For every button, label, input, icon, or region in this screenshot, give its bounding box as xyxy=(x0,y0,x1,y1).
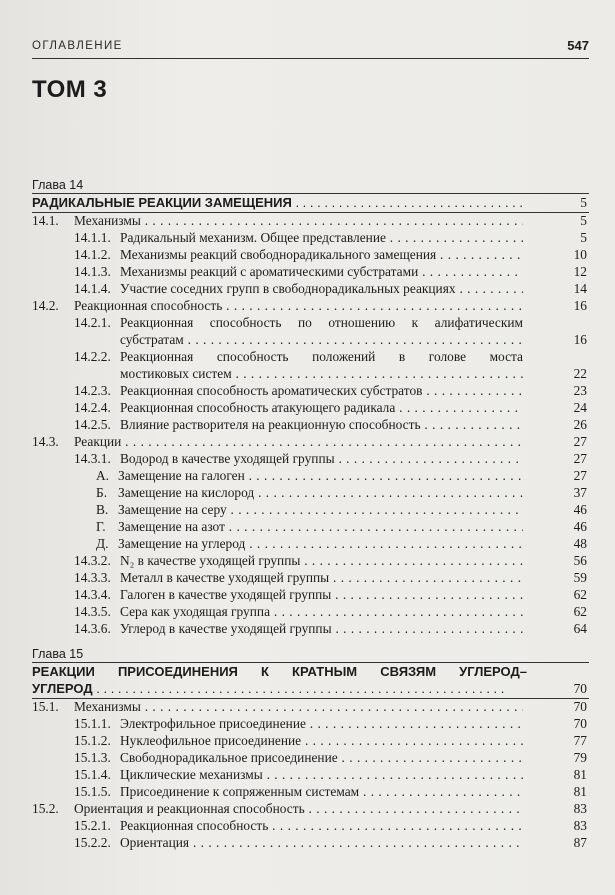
toc-entry-number: 14.2.5. xyxy=(74,417,111,432)
toc-entry-number: Г. xyxy=(96,519,106,534)
toc-entry-page: 81 xyxy=(573,767,587,782)
toc-entry-page: 22 xyxy=(573,366,587,381)
toc-entry xyxy=(0,416,615,433)
toc-entry-number: 15.1.3. xyxy=(74,750,111,765)
toc-entry-page: 16 xyxy=(573,298,587,313)
toc-entry-title-line: мостиковых систем . . . xyxy=(120,365,523,382)
chapter-label: Глава 15 xyxy=(32,647,84,661)
toc-entry-title xyxy=(120,348,523,382)
toc-entry-number: 14.2.3. xyxy=(74,383,111,398)
toc-entry-title xyxy=(120,314,523,348)
toc-entry xyxy=(0,297,615,314)
toc-entry xyxy=(0,535,615,552)
toc-entry xyxy=(0,246,615,263)
toc-entry-number: 14.2.4. xyxy=(74,400,111,415)
toc-entry-page: 46 xyxy=(573,502,587,517)
toc-entry xyxy=(0,783,615,800)
toc-entry-page: 64 xyxy=(573,621,587,636)
chapter-page-number: 5 xyxy=(580,195,587,210)
toc-entry-number: 14.3.3. xyxy=(74,570,111,585)
toc-entry-page: 23 xyxy=(573,383,587,398)
toc-entry-title: Углерод в качестве уходящей группы . . . xyxy=(120,620,523,637)
toc-entry-title: Присоединение к сопряженным системам . . . xyxy=(120,783,523,800)
toc-entry xyxy=(0,800,615,817)
running-header xyxy=(32,38,589,59)
toc-entry-number: А. xyxy=(96,468,110,483)
toc-entry-title-line: Реакционная способность положений в голове моста xyxy=(120,349,523,364)
toc-entry xyxy=(0,732,615,749)
toc-entry-title: Замещение на азот . . . xyxy=(118,518,523,535)
toc-entry-number: 14.3.1. xyxy=(74,451,111,466)
chapter-title: РАДИКАЛЬНЫЕ РЕАКЦИИ ЗАМЕЩЕНИЯ . . . xyxy=(32,194,527,211)
toc-entry-title: Механизмы реакций свободнорадикального замещения . . . xyxy=(120,246,523,263)
toc-entry-title: Замещение на галоген . . . xyxy=(118,467,523,484)
toc-entry-title: Свободнорадикальное присоединение . . . xyxy=(120,749,523,766)
toc-entry-number: 14.1.3. xyxy=(74,264,111,279)
toc-entry-title: Реакционная способность ароматических субстратов . . . xyxy=(120,382,523,399)
chapter-title-line: РЕАКЦИИ ПРИСОЕДИНЕНИЯ К КРАТНЫМ СВЯЗЯМ УГЛЕРОД– xyxy=(32,664,527,679)
toc-entry xyxy=(0,450,615,467)
toc-entry-number: 15.2.1. xyxy=(74,818,111,833)
toc-entry-number: 14.3.4. xyxy=(74,587,111,602)
toc-entry-page: 16 xyxy=(573,332,587,347)
toc-entry-number: 14.1.1. xyxy=(74,230,111,245)
toc-entry-page: 27 xyxy=(573,451,587,466)
toc-entry xyxy=(0,433,615,450)
toc-entry xyxy=(0,382,615,399)
toc-entry-page: 56 xyxy=(573,553,587,568)
toc-entry xyxy=(0,484,615,501)
toc-entry-page: 59 xyxy=(573,570,587,585)
toc-entry-page: 5 xyxy=(580,213,587,228)
toc-entry-page: 83 xyxy=(573,801,587,816)
toc-entry-number: В. xyxy=(96,502,109,517)
toc-entry-number: 14.3.5. xyxy=(74,604,111,619)
toc-entry-title: Влияние растворителя на реакционную способность . . . xyxy=(120,416,523,433)
toc-entry-title: Циклические механизмы . . . xyxy=(120,766,523,783)
toc-entry-number: 15.1. xyxy=(32,699,59,714)
toc-entry-page: 5 xyxy=(580,230,587,245)
toc-entry-page: 87 xyxy=(573,835,587,850)
volume-title: ТОМ 3 xyxy=(32,76,108,103)
toc-entry-number: Д. xyxy=(96,536,109,551)
toc-entry-page: 37 xyxy=(573,485,587,500)
toc-entry-title-line: Реакционная способность по отношению к алифатическим xyxy=(120,315,523,330)
toc-entry-number: 14.2.2. xyxy=(74,349,111,364)
toc-entry-number: 15.2. xyxy=(32,801,59,816)
toc-entry-page: 27 xyxy=(573,468,587,483)
toc-entry-page: 10 xyxy=(573,247,587,262)
toc-entry xyxy=(0,620,615,637)
toc-entry-title: Замещение на углерод . . . xyxy=(118,535,523,552)
toc-entry-number: 15.2.2. xyxy=(74,835,111,850)
toc-entry-title: Металл в качестве уходящей группы . . . xyxy=(120,569,523,586)
toc-entry-number: 14.1.4. xyxy=(74,281,111,296)
toc-entry xyxy=(0,834,615,851)
toc-entry-page: 14 xyxy=(573,281,587,296)
toc-entry xyxy=(0,715,615,732)
toc-entry xyxy=(0,552,615,569)
toc-entry-title: Нуклеофильное присоединение . . . xyxy=(120,732,523,749)
toc-entry xyxy=(0,817,615,834)
running-header-section: ОГЛАВЛЕНИЕ xyxy=(32,40,123,52)
toc-entry-title: Реакционная способность . . . xyxy=(120,817,523,834)
toc-entry-number: 14.3.2. xyxy=(74,553,111,568)
toc-entry-page: 81 xyxy=(573,784,587,799)
toc-entry xyxy=(0,212,615,229)
toc-entry-number: 14.1. xyxy=(32,213,59,228)
toc-entry-title: Сера как уходящая группа . . . xyxy=(120,603,523,620)
toc-entry-page: 79 xyxy=(573,750,587,765)
toc-entry-number: 14.1.2. xyxy=(74,247,111,262)
toc-entry-title: Механизмы . . . xyxy=(74,212,523,229)
toc-entry xyxy=(0,766,615,783)
toc-entry xyxy=(0,280,615,297)
toc-entry xyxy=(0,229,615,246)
toc-entry-page: 62 xyxy=(573,604,587,619)
toc-entry-title: Водород в качестве уходящей группы . . . xyxy=(120,450,523,467)
toc-entry xyxy=(0,698,615,715)
toc-entry-page: 70 xyxy=(573,699,587,714)
chapter-page-number: 70 xyxy=(573,681,587,696)
toc-entry-page: 24 xyxy=(573,400,587,415)
toc-entry-number: Б. xyxy=(96,485,108,500)
toc-entry-title-line: субстратам . . . xyxy=(120,331,523,348)
toc-entry xyxy=(0,603,615,620)
toc-entry-title: N₂ в качестве уходящей группы . . . xyxy=(120,552,523,569)
toc-entry xyxy=(0,569,615,586)
toc-entry-page: 70 xyxy=(573,716,587,731)
toc-entry xyxy=(0,467,615,484)
toc-entry-page: 27 xyxy=(573,434,587,449)
toc-entry-title: Реакции . . . xyxy=(74,433,523,450)
toc-entry-number: 14.2. xyxy=(32,298,59,313)
toc-entry-title: Радикальный механизм. Общее представление . . . xyxy=(120,229,523,246)
toc-entry-page: 26 xyxy=(573,417,587,432)
toc-entry-number: 14.2.1. xyxy=(74,315,111,330)
toc-entry-title: Реакционная способность . . . xyxy=(74,297,523,314)
toc-entry xyxy=(0,518,615,535)
toc-entry-page: 46 xyxy=(573,519,587,534)
toc-entry xyxy=(0,314,615,348)
toc-entry xyxy=(0,263,615,280)
toc-entry xyxy=(0,399,615,416)
toc-entry xyxy=(0,348,615,382)
toc-entry-title: Механизмы . . . xyxy=(74,698,523,715)
toc-entry-page: 48 xyxy=(573,536,587,551)
toc-entry xyxy=(0,586,615,603)
toc-entry-page: 62 xyxy=(573,587,587,602)
toc-entry-title: Механизмы реакций с ароматическими субстратами . . . xyxy=(120,263,523,280)
toc-entry-title: Галоген в качестве уходящей группы . . . xyxy=(120,586,523,603)
toc-entry-page: 12 xyxy=(573,264,587,279)
toc-entry xyxy=(0,501,615,518)
toc-entry-title: Участие соседних групп в свободнорадикальных реакциях . . . xyxy=(120,280,523,297)
toc-entry-number: 14.3.6. xyxy=(74,621,111,636)
toc-entry-number: 15.1.2. xyxy=(74,733,111,748)
chapter-page-row xyxy=(0,194,615,211)
toc-entry xyxy=(0,749,615,766)
toc-entry-title: Реакционная способность атакующего радикала . . . xyxy=(120,399,523,416)
toc-entry-title: Ориентация и реакционная способность . . . xyxy=(74,800,523,817)
toc-entry-number: 15.1.5. xyxy=(74,784,111,799)
toc-entry-number: 15.1.1. xyxy=(74,716,111,731)
toc-entry-number: 15.1.4. xyxy=(74,767,111,782)
toc-entry-title: Ориентация . . . xyxy=(120,834,523,851)
chapter-title-line: УГЛЕРОД . . . xyxy=(32,680,527,697)
toc-entry-page: 83 xyxy=(573,818,587,833)
toc-entry-title: Электрофильное присоединение . . . xyxy=(120,715,523,732)
chapter-label: Глава 14 xyxy=(32,178,84,192)
toc-entry-number: 14.3. xyxy=(32,434,59,449)
toc-entry-title: Замещение на кислород . . . xyxy=(118,484,523,501)
chapter-page-row xyxy=(0,680,615,697)
running-header-page-number: 547 xyxy=(567,38,589,53)
toc-entry-page: 77 xyxy=(573,733,587,748)
toc-entry-title: Замещение на серу . . . xyxy=(118,501,523,518)
